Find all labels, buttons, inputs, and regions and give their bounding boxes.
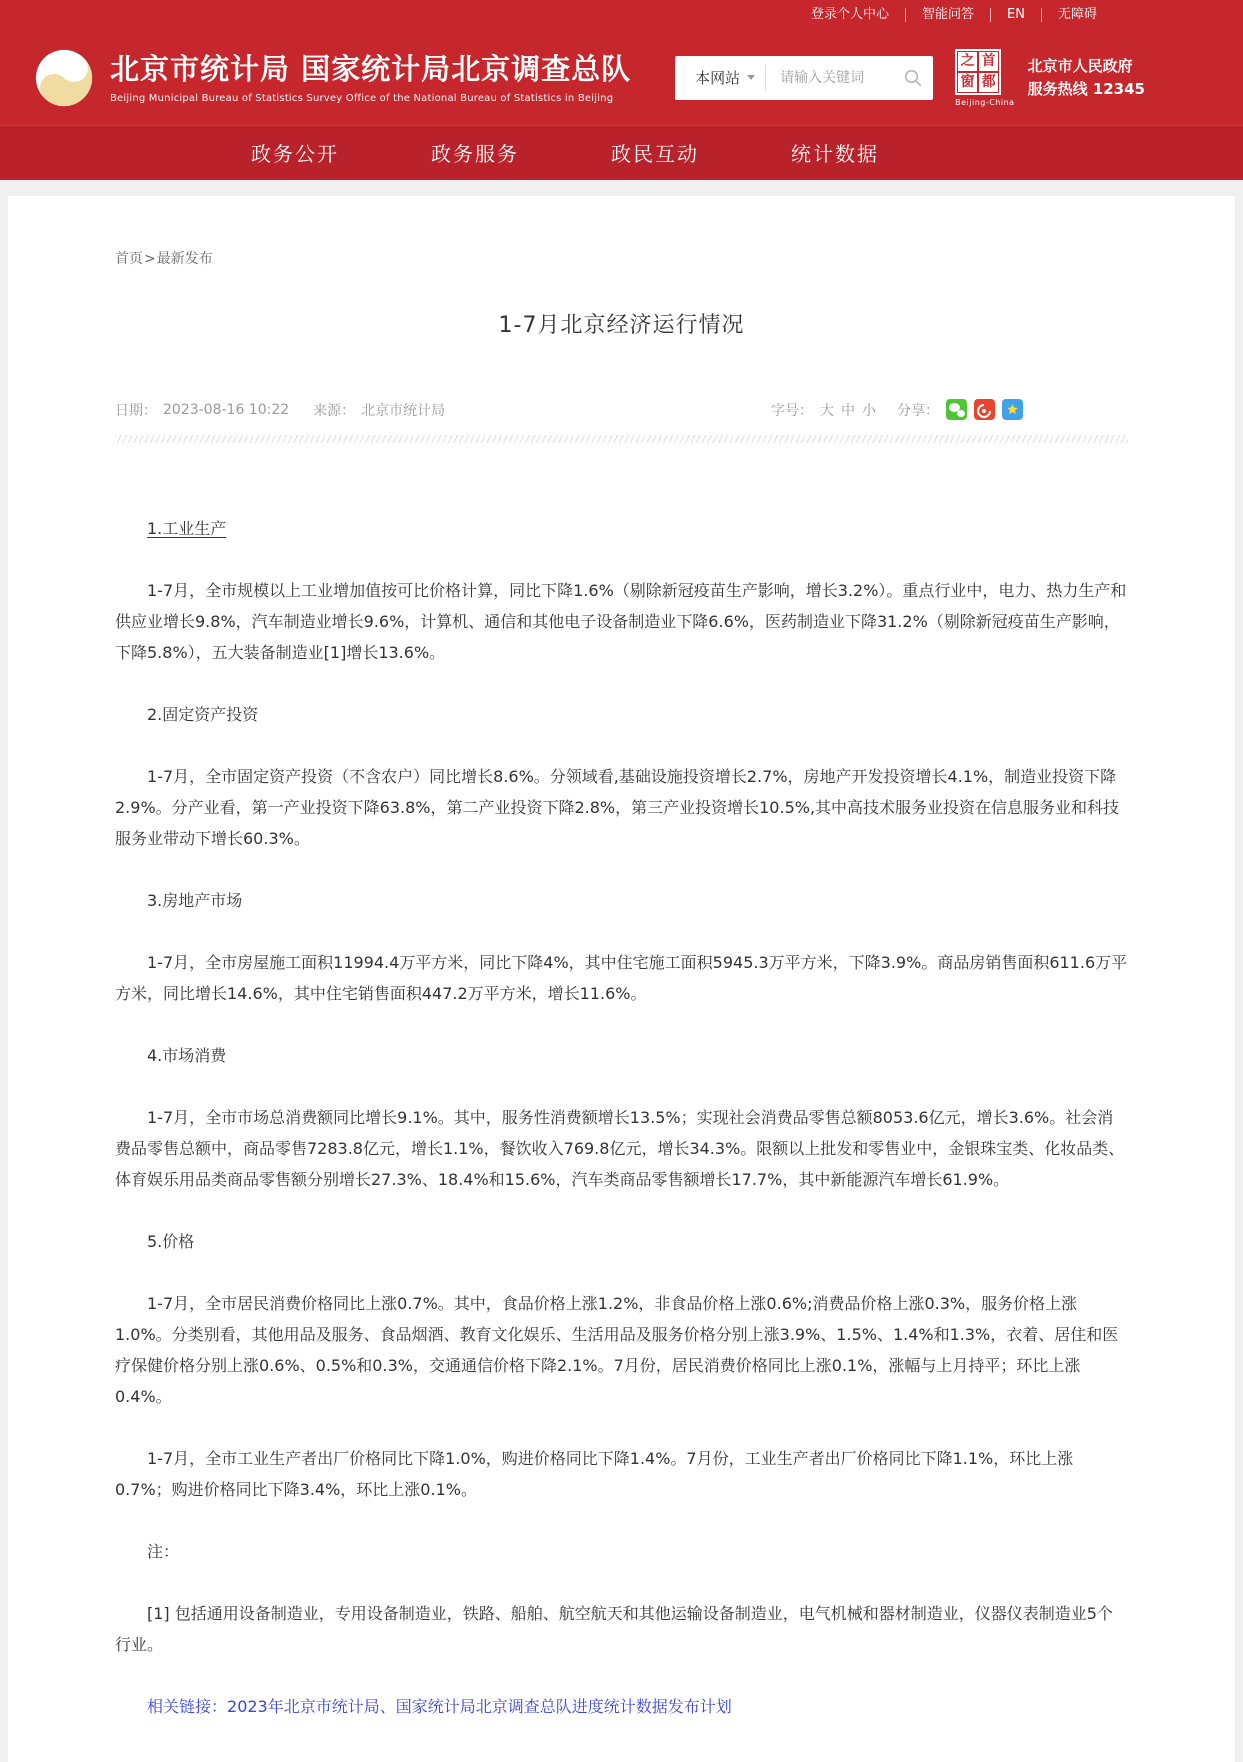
article-paragraph: 1-7月，全市房屋施工面积11994.4万平方米，同比下降4%，其中住宅施工面积5945.3万平方米，下降3.9%。商品房销售面积611.6万平方米，同比增长14.6%，其中住宅销售面积447.2万平方米，增长11.6%。 [115,953,1128,1003]
fontsize-small-button[interactable]: 小 [862,402,876,419]
article-body [115,513,1128,1660]
related-links-row [115,1691,1128,1722]
page-title: 1-7月北京经济运行情况 [498,313,745,338]
nav-item-gov-disclosure[interactable]: 政务公开 [251,142,339,166]
chevron-down-icon [747,75,755,80]
fontsize-large-button[interactable]: 大 [820,402,834,419]
nav-item-gov-services[interactable]: 政务服务 [431,142,519,166]
article-paragraph: 注： [147,1542,180,1561]
article-paragraph: [1] 包括通用设备制造业，专用设备制造业，铁路、船舶、航空航天和其他运输设备制造业，电气机械和器材制造业，仪器仪表制造业5个行业。 [115,1604,1113,1654]
source-value: 北京市统计局 [361,402,446,419]
gov-line1: 北京市人民政府 [1027,56,1133,75]
meta-right [771,399,1023,420]
article-paragraph: 3.房地产市场 [147,891,243,910]
meta-left [115,400,445,420]
breadcrumb-current[interactable]: 最新发布 [156,251,213,267]
search-icon [902,67,924,89]
page-body [0,180,1243,1762]
article-paragraph: 5.价格 [147,1232,195,1251]
search-scope-label: 本网站 [695,69,741,87]
related-link[interactable]: 2023年北京市统计局、国家统计局北京调查总队进度统计数据发布计划 [227,1697,732,1716]
breadcrumb-separator: > [144,251,156,267]
article-paragraph: 1-7月，全市工业生产者出厂价格同比下降1.0%，购进价格同比下降1.4%。7月份，工业生产者出厂价格同比下降1.1%，环比上涨0.7%；购进价格同比下降3.4%，环比上涨0.1%。 [115,1449,1074,1499]
hatched-divider [115,435,1128,443]
wechat-share-icon[interactable] [946,399,967,420]
article-paragraph: 1.工业生产 [147,519,227,538]
breadcrumb-home[interactable]: 首页 [115,251,143,267]
seal-caption: Beijing-China [955,97,1015,107]
article-paragraph: 1-7月，全市固定资产投资（不含农户）同比增长8.6%。分领域看,基础设施投资增长2.7%，房地产开发投资增长4.1%，制造业投资下降2.9%。分产业看，第一产业投资下降63.8%，第二产业投资下降2.8%，第三产业投资增长10.5%,其中高技术服务业投资在信息服务业和科技服务业带动下增长60.3%。 [115,767,1120,848]
seal-char: 都 [978,72,999,93]
topbar-link-english[interactable]: EN [990,8,1041,22]
gov-line2: 服务热线 12345 [1027,79,1145,98]
site-name: 北京市统计局 国家统计局北京调查总队 [110,51,632,86]
qzone-share-icon[interactable] [1002,399,1023,420]
seal-char: 之 [957,51,978,72]
site-title [110,52,631,104]
content-card [8,196,1235,1762]
topbar-link-login[interactable]: 登录个人中心 [811,7,890,22]
article-paragraph: 1-7月，全市规模以上工业增加值按可比价格计算，同比下降1.6%（剔除新冠疫苗生产影响，增长3.2%）。重点行业中，电力、热力生产和供应业增长9.8%，汽车制造业增长9.6%，计算机、通信和其他电子设备制造业下降6.6%，医药制造业下降31.2%（剔除新冠疫苗生产影响，下降5.8%），五大装备制造业[1]增长13.6%。 [115,581,1127,662]
header-main [0,30,1243,125]
article-paragraph: 2.固定资产投资 [147,705,259,724]
article-paragraph: 1-7月，全市居民消费价格同比上涨0.7%。其中，食品价格上涨1.2%，非食品价格上涨0.6%;消费品价格上涨0.3%，服务价格上涨1.0%。分类别看，其他用品及服务、食品烟酒、教育文化娱乐、生活用品及服务价格分别上涨3.9%、1.5%、1.4%和1.3%，衣着、居住和医疗保健价格分别上涨0.6%、0.5%和0.3%，交通通信价格下降2.1%。7月份，居民消费价格同比上涨0.1%，涨幅与上月持平；环比上涨0.4%。 [115,1294,1119,1406]
search-input[interactable] [766,70,893,86]
nav-item-statistics-data[interactable]: 统计数据 [791,142,879,166]
seal-char: 首 [978,51,999,72]
swirl-logo-icon[interactable] [33,47,95,109]
weibo-share-icon[interactable] [974,399,995,420]
source-label: 来源： [313,402,356,419]
date-value: 2023-08-16 10:22 [163,401,290,418]
breadcrumb [115,248,1128,268]
capital-window-seal[interactable] [955,49,1014,107]
search-box [675,56,933,100]
article-paragraph: 1-7月，全市市场总消费额同比增长9.1%。其中，服务性消费额增长13.5%；实现社会消费品零售总额8053.6亿元，增长3.6%。社会消费品零售总额中，商品零售7283.8亿元，增长1.1%，餐饮收入769.8亿元，增长34.3%。限额以上批发和零售业中，金银珠宝类、化妆品类、体育娱乐用品类商品零售额分别增长27.3%、18.4%和15.6%，汽车类商品零售额增长17.7%，其中新能源汽车增长61.9%。 [115,1108,1125,1189]
topbar [0,0,1243,30]
fontsize-medium-button[interactable]: 中 [841,402,855,419]
site-name-english: Beijing Municipal Bureau of Statistics Survey Office of the National Bureau of Statistics in Beijing [110,92,614,104]
gov-hotline-text [1028,55,1145,101]
nav-item-public-interaction[interactable]: 政民互动 [611,142,699,166]
site-header [0,0,1243,125]
seal-grid [955,49,1001,95]
article-meta [115,399,1128,420]
related-links-label: 相关链接： [147,1697,228,1716]
article-paragraph: 4.市场消费 [147,1046,227,1065]
topbar-link-accessibility[interactable]: 无障碍 [1041,8,1113,22]
date-label: 日期： [115,402,157,419]
search-scope-dropdown[interactable] [675,67,765,88]
star-icon [1006,403,1019,416]
search-button[interactable] [893,56,933,100]
share-label: 分享： [897,402,939,419]
fontsize-label: 字号： [771,402,813,419]
topbar-link-smart-qa[interactable]: 智能问答 [905,8,990,22]
seal-char: 窗 [957,72,978,93]
main-nav [0,125,1243,180]
